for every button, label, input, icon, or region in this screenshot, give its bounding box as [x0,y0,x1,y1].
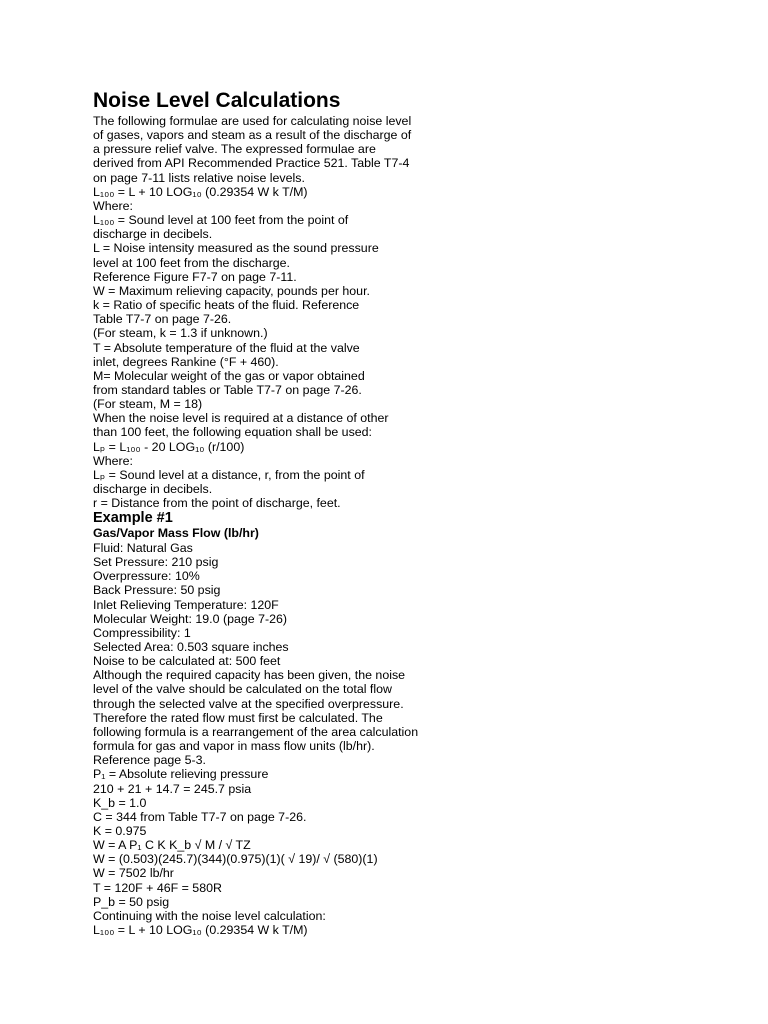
example-line: K = 0.975 [93,824,147,838]
example-line: Selected Area: 0.503 square inches [93,639,289,654]
example-line: level of the valve should be calculated on the total flow [93,682,392,697]
example-line: P_b = 50 psig [93,894,170,909]
example-line: Set Pressure: 210 psig [93,555,219,570]
text-line: T = Absolute temperature of the fluid at the valve [93,340,360,355]
example-line: Compressibility: 1 [93,625,191,640]
text-line: on page 7-11 lists relative noise levels. [93,170,305,185]
text-line: a pressure relief valve. The expressed formulae are [93,142,376,157]
text-line: than 100 feet, the following equation shall be used: [93,425,372,440]
text-line: L = Noise intensity measured as the sound pressure [93,241,379,256]
text-line: Table T7-7 on page 7-26. [93,312,232,327]
example-line: L₁₀₀ = L + 10 LOG₁₀ (0.29354 W k T/M) [93,923,308,938]
text-line: Lₚ = L₁₀₀ - 20 LOG₁₀ (r/100) [93,439,245,454]
text-line: L₁₀₀ = Sound level at 100 feet from the point of [93,213,349,228]
document-page [93,88,438,937]
text-line: The following formulae are used for calculating noise level [93,114,412,128]
example-line: Back Pressure: 50 psig [93,583,221,598]
text-line: (For steam, M = 18) [93,397,203,412]
text-line: k = Ratio of specific heats of the fluid. Reference [93,298,360,313]
example-line: Therefore the rated flow must first be calculated. The [93,710,383,725]
example-line: Continuing with the noise level calculation: [93,908,326,923]
text-line: derived from API Recommended Practice 521. Table T7-4 [93,156,410,171]
example-line: through the selected valve at the specified overpressure. [93,696,404,711]
example-line: P₁ = Absolute relieving pressure [93,767,269,782]
example-line: Inlet Relieving Temperature: 120F [93,597,279,612]
example-line: Although the required capacity has been given, the noise [93,668,406,683]
intro-section [93,114,438,510]
text-line: Where: [93,453,133,468]
text-line: of gases, vapors and steam as a result of the discharge of [93,128,412,143]
text-line: from standard tables or Table T7-7 on page 7-26. [93,382,362,397]
example-line: Fluid: Natural Gas [93,540,193,555]
text-line: Where: [93,198,133,213]
document-title: Noise Level Calculations [93,89,341,112]
text-line: L₁₀₀ = L + 10 LOG₁₀ (0.29354 W k T/M) [93,184,308,199]
example-line: K_b = 1.0 [93,795,147,810]
example-line: T = 120F + 46F = 580R [93,880,222,895]
example-line: W = A P₁ C K K_b √ M / √ TZ [93,838,251,853]
example-line: W = 7502 lb/hr [93,866,174,881]
text-line: r = Distance from the point of discharge, feet. [93,496,341,511]
text-line: level at 100 feet from the discharge. [93,255,290,270]
text-line: Reference Figure F7-7 on page 7-11. [93,269,297,284]
text-line: When the noise level is required at a distance of other [93,411,389,426]
text-line: (For steam, k = 1.3 if unknown.) [93,326,268,341]
example-subheading: Gas/Vapor Mass Flow (lb/hr) [93,526,259,541]
example-line: Noise to be calculated at: 500 feet [93,654,281,669]
text-line: discharge in decibels. [93,227,213,242]
text-line: Lₚ = Sound level at a distance, r, from the point of [93,467,365,482]
example-section [93,541,438,937]
example-line: 210 + 21 + 14.7 = 245.7 psia [93,781,252,796]
example-line: W = (0.503)(245.7)(344)(0.975)(1)( √ 19)/ √ (580)(1) [93,852,378,867]
text-line: discharge in decibels. [93,482,213,497]
example-line: Overpressure: 10% [93,569,200,584]
example-line: Reference page 5-3. [93,753,206,768]
text-line: W = Maximum relieving capacity, pounds per hour. [93,283,370,298]
text-line: M= Molecular weight of the gas or vapor obtained [93,368,365,383]
example-line: formula for gas and vapor in mass flow units (lb/hr). [93,739,375,754]
text-line: inlet, degrees Rankine (°F + 460). [93,354,279,369]
example-line: Molecular Weight: 19.0 (page 7-26) [93,611,287,626]
example-line: C = 344 from Table T7-7 on page 7-26. [93,809,307,824]
example-heading: Example #1 [93,510,173,527]
example-line: following formula is a rearrangement of the area calculation [93,724,419,739]
